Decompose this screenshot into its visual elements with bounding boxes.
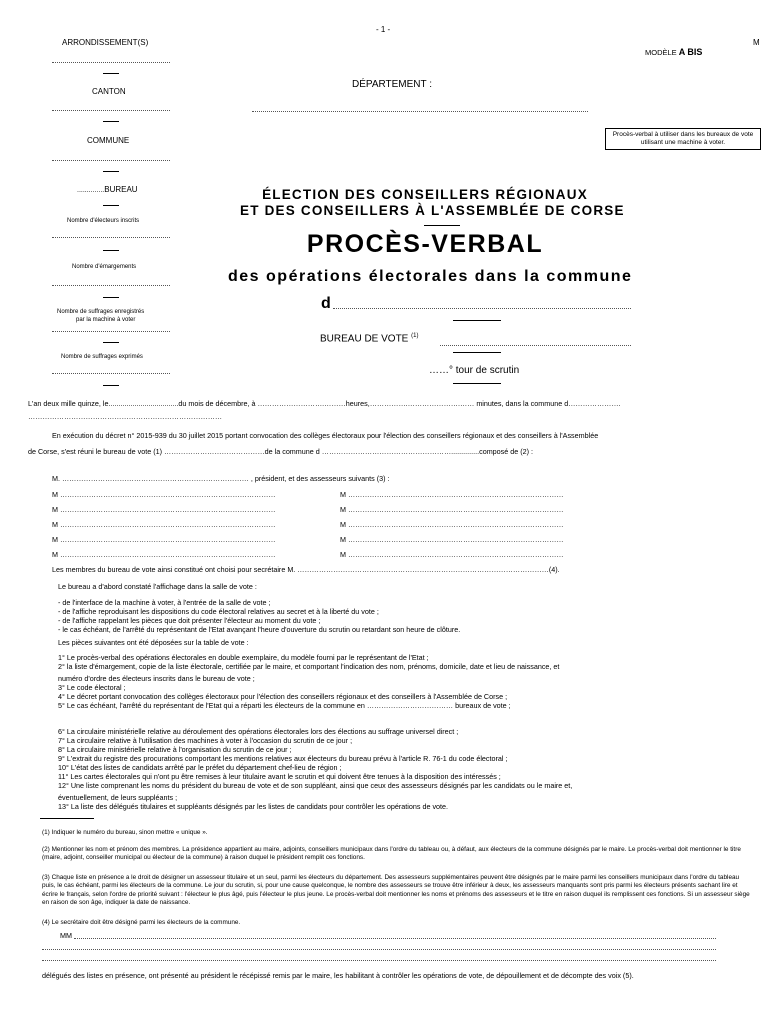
bureau-dots: .............. <box>77 187 105 194</box>
divider <box>103 297 119 298</box>
pieces-item: 13° La liste des délégués titulaires et suppléants désignés par les listes de candidats pour contrôler les opérations de vote. <box>58 802 449 811</box>
decret-line: En exécution du décret n° 2015-939 du 30 juillet 2015 portant convocation des collèges électoraux pour l'élection des conseillers régionaux et des conseillers à l'Assemblée <box>52 431 599 440</box>
title-line-2: ET DES CONSEILLERS À L'ASSEMBLÉE DE CORSE <box>240 203 625 218</box>
modele-label <box>645 47 702 57</box>
delegues-line: délégués des listes en présence, ont présenté au président le récépissé remis par le maire, les habilitant à contrôler les opérations de vote, de dépouillement et de décompte des voix (5). <box>42 971 634 980</box>
secretaire-line: Les membres du bureau de vote ainsi constitué ont choisi pour secrétaire M. ……………………………………………………………………………………………(4). <box>52 565 560 574</box>
modele-code: A BIS <box>678 47 703 57</box>
assessor-right-1[interactable]: M ……………………………………………………………………………… <box>340 490 564 499</box>
affichage-item: - de l'affiche rappelant les pièces que doit présenter l'électeur au moment du vote ; <box>58 616 321 625</box>
page-number: - 1 - <box>376 25 391 34</box>
bureau-label <box>77 185 138 194</box>
pieces-item: numéro d'ordre des électeurs inscrits dans le bureau de vote ; <box>58 674 255 683</box>
emargements-field[interactable] <box>52 285 170 286</box>
pieces-item: 6° La circulaire ministérielle relative au déroulement des opérations électorales lors des élections au suffrage universel direct ; <box>58 727 459 736</box>
footnote-separator <box>40 818 94 819</box>
divider <box>103 385 119 386</box>
bureau-de-vote-text: BUREAU DE VOTE <box>320 333 409 345</box>
pieces-item: 8° La circulaire ministérielle relative à l'organisation du scrutin de ce jour ; <box>58 745 292 754</box>
assessor-left-5[interactable]: M ……………………………………………………………………………… <box>52 550 276 559</box>
pieces-item: 9° L'extrait du registre des procurations comportant les mentions relatives aux électeurs du bureau prévu à l'article R. 76-1 du code électoral ; <box>58 754 508 763</box>
proces-verbal-title: PROCÈS-VERBAL <box>306 230 544 258</box>
suffrages-machine-field[interactable] <box>52 331 170 332</box>
date-line-continuation: ……………………………………………………………………… <box>28 412 223 421</box>
canton-field[interactable] <box>52 110 170 111</box>
inscrits-label: Nombre d'électeurs inscrits <box>67 218 140 224</box>
tour-label <box>429 365 519 376</box>
assessor-left-3[interactable]: M ……………………………………………………………………………… <box>52 520 276 529</box>
divider <box>453 383 501 384</box>
footnote-2: (2) Mentionner les nom et prénom des membres. La présidence appartient au maire, adjoints, conseillers municipaux dans l'ordre du tableau ou, à défaut, aux électeurs de la commune désignés par le maire. Le procès-verbal doit mentionner le titre (maire, adjoint, conseiller municipal ou électeur de la commune) à raison duquel le président remplit ces fonctions. <box>42 846 741 862</box>
arrondissement-label: ARRONDISSEMENT(S) <box>62 38 149 47</box>
divider <box>424 225 460 226</box>
departement-label: DÉPARTEMENT : <box>352 79 433 90</box>
pieces-item: 2° la liste d'émargement, copie de la liste électorale, certifiée par le maire, et comportant l'indication des nom, prénoms, domicile, date et lieu de naissance, et <box>58 662 560 671</box>
affichage-heading: Le bureau a d'abord constaté l'affichage dans la salle de vote : <box>58 582 257 591</box>
suffrages-machine-label-1: Nombre de suffrages enregistrés <box>57 309 145 315</box>
tour-text: ° tour de scrutin <box>449 365 520 376</box>
footnote-4: (4) Le secrétaire doit être désigné parmi les électeurs de la commune. <box>42 919 241 926</box>
inscrits-field[interactable] <box>52 237 170 238</box>
title-line-1: ÉLECTION DES CONSEILLERS RÉGIONAUX <box>262 187 588 202</box>
president-line: M. …………………………………………………………………… , président, et des assesseurs suivants (3) : <box>52 474 390 483</box>
tour-dots[interactable]: …… <box>429 365 449 376</box>
operations-title: des opérations électorales dans la commune <box>228 268 633 285</box>
pieces-item: 5° Le cas échéant, l'arrêté du représentant de l'Etat qui a réparti les électeurs de la commune en ……………………………… bureaux de vote ; <box>58 701 511 710</box>
pieces-item: 4° Le décret portant convocation des collèges électoraux pour l'élection des conseillers régionaux et des conseillers à l'Assemblée de Corse ; <box>58 692 508 701</box>
pieces-item: 3° Le code électoral ; <box>58 683 126 692</box>
suffrages-machine-label-2: par la machine à voter <box>76 317 136 323</box>
assessor-left-2[interactable]: M ……………………………………………………………………………… <box>52 505 276 514</box>
bureau-de-vote-field[interactable] <box>440 345 631 346</box>
exprimes-label: Nombre de suffrages exprimés <box>61 354 143 360</box>
delegues-field-3[interactable] <box>42 960 716 961</box>
arrondissement-field[interactable] <box>52 62 170 63</box>
assessor-right-4[interactable]: M ……………………………………………………………………………… <box>340 535 564 544</box>
pieces-item: 7° La circulaire relative à l'utilisation des machines à voter à l'occasion du scrutin de ce jour ; <box>58 736 353 745</box>
emargements-label: Nombre d'émargements <box>72 264 137 270</box>
commune-name-field[interactable] <box>333 308 631 309</box>
divider <box>103 205 119 206</box>
pieces-item: 1° Le procès-verbal des opérations électorales en double exemplaire, du modèle fourni par le représentant de l'Etat ; <box>58 653 429 662</box>
bureau-composition-line: de Corse, s'est réuni le bureau de vote (1) ……………………………………de la commune d ………………………………………………..............composé de (2) : <box>28 447 534 456</box>
footnote-3: (3) Chaque liste en présence a le droit de désigner un assesseur titulaire et un seul, parmi les électeurs du département. Des assesseurs supplémentaires peuvent être désignés par le maire parmi les conseillers municipaux dans l'ordre du tableau puis, le cas échéant, parmi les électeurs de la commune. Le jour du scrutin, si, pour une cause quelconque, le nombre des assesseurs se trouve être inférieur à deux, les assesseurs manquants sont pris parmi les électeurs présents sachant lire et écrire le français, selon l'ordre de priorité suivant : l'électeur le plus âgé, puis l'électeur le plus jeune. Le procès-verbal doit mentionner les noms et prénoms des assesseurs et le titre en raison duquel ils remplissent ces fonctions. Si un assesseur siège en raison de son âge, indiquer la date de naissance. <box>42 874 750 906</box>
bureau-note: (1) <box>411 333 419 339</box>
divider <box>103 73 119 74</box>
commune-d-label: d <box>321 295 333 312</box>
divider <box>103 121 119 122</box>
commune-field[interactable] <box>52 160 170 161</box>
modele-prefix: MODÈLE <box>645 48 679 57</box>
assessor-right-3[interactable]: M ……………………………………………………………………………… <box>340 520 564 529</box>
pieces-heading: Les pièces suivantes ont été déposées sur la table de vote : <box>58 638 249 647</box>
delegues-field-1[interactable] <box>74 938 716 939</box>
notice-box: Procès-verbal à utiliser dans les bureaux de vote utilisant une machine à voter. <box>605 128 761 150</box>
divider <box>453 320 501 321</box>
divider <box>103 342 119 343</box>
footnote-1: (1) Indiquer le numéro du bureau, sinon mettre « unique ». <box>42 829 208 836</box>
divider <box>453 352 501 353</box>
assessor-right-5[interactable]: M ……………………………………………………………………………… <box>340 550 564 559</box>
commune-label: COMMUNE <box>87 136 130 145</box>
divider <box>103 250 119 251</box>
pieces-item: 10° L'état des listes de candidats arrêté par le préfet du département chef-lieu de région ; <box>58 763 342 772</box>
affichage-item: - de l'affiche reproduisant les dispositions du code électoral relatives au secret et à la liberté du vote ; <box>58 607 379 616</box>
assessor-right-2[interactable]: M ……………………………………………………………………………… <box>340 505 564 514</box>
canton-label: CANTON <box>92 87 126 96</box>
mm-label: MM <box>60 931 72 940</box>
date-line: L'an deux mille quinze, le...................................du mois de décembre, à ……………………….………heures,…………….………………….…… minutes, dans la commune d…………………. <box>28 399 621 408</box>
pieces-item: 11° Les cartes électorales qui n'ont pu être remises à leur titulaire avant le scrutin et qui doivent être tenues à la disposition des intéressés ; <box>58 772 501 781</box>
divider <box>103 171 119 172</box>
delegues-field-2[interactable] <box>42 949 716 950</box>
departement-field[interactable] <box>252 111 588 112</box>
exprimes-field[interactable] <box>52 373 170 374</box>
pieces-item: 12° Une liste comprenant les noms du président du bureau de vote et de son suppléant, ainsi que ceux des assesseurs désignés par les candidats ou le maire et, <box>58 781 573 790</box>
bureau-de-vote-label <box>320 333 418 344</box>
bureau-text: BUREAU <box>104 185 138 194</box>
corner-mark: M <box>753 38 760 47</box>
affichage-item: - de l'interface de la machine à voter, à l'entrée de la salle de vote ; <box>58 598 271 607</box>
pieces-item: éventuellement, de leurs suppléants ; <box>58 793 178 802</box>
affichage-item: - le cas échéant, de l'arrêté du représentant de l'Etat avançant l'heure d'ouverture du scrutin ou retardant son heure de clôture. <box>58 625 461 634</box>
assessor-left-1[interactable]: M ……………………………………………………………………………… <box>52 490 276 499</box>
assessor-left-4[interactable]: M ……………………………………………………………………………… <box>52 535 276 544</box>
